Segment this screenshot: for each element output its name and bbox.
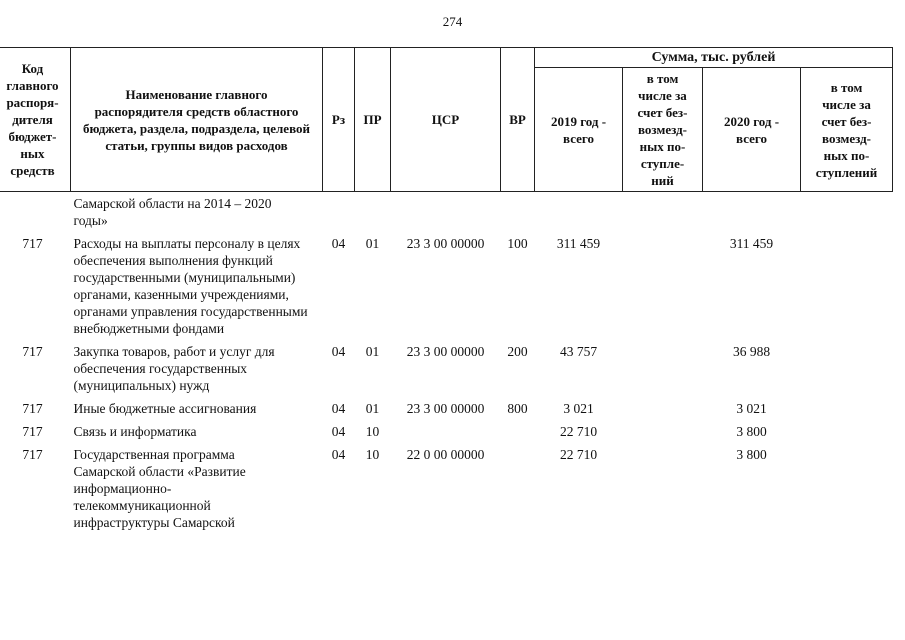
table-row	[0, 420, 893, 443]
header-name: Наименование главного распорядителя средств областного бюджета, раздела, подраздела, целевой статьи, группы видов расходов	[71, 48, 323, 192]
cell-2020-free	[801, 443, 893, 534]
header-vr: ВР	[501, 48, 535, 192]
budget-table	[0, 47, 893, 534]
cell-csr: 23 3 00 00000	[406, 236, 485, 251]
cell-2020-free	[801, 420, 893, 443]
cell-2019-free	[623, 232, 703, 340]
cell-2020-free	[801, 340, 893, 397]
header-2019-free: в том числе за счет без- возмезд- ных по- ступле- ний	[623, 68, 703, 192]
cell-rz: 04	[331, 236, 346, 251]
cell-2019-free	[623, 443, 703, 534]
header-2020-free: в том числе за счет без- возмезд- ных по- ступлений	[801, 68, 893, 192]
cell-2020-total: 3 800	[736, 447, 767, 462]
table-row	[0, 443, 893, 534]
cell-name: Закупка товаров, работ и услуг для обеспечения государственных (муниципальных) нужд	[73, 344, 275, 393]
cell-2019-total: 311 459	[556, 236, 601, 251]
cell-code: 717	[22, 344, 43, 359]
cell-2020-total	[703, 192, 801, 233]
cell-name: Иные бюджетные ассигнования	[73, 401, 257, 416]
cell-name: Расходы на выплаты персоналу в целях обеспечения выполнения функций государственными (муниципальными) органами, казенными учреждениями, органами управления государственными внебюджетными фондами	[73, 236, 308, 336]
header-row-top	[0, 48, 893, 68]
cell-vr: 800	[507, 401, 528, 416]
header-2019-total: 2019 год - всего	[535, 68, 623, 192]
cell-pr: 10	[365, 447, 380, 462]
cell-vr: 200	[507, 344, 528, 359]
cell-2019-total: 3 021	[563, 401, 594, 416]
table-row	[0, 340, 893, 397]
cell-2020-total: 3 800	[736, 424, 767, 439]
cell-2019-free	[623, 397, 703, 420]
cell-2020-total: 311 459	[729, 236, 774, 251]
cell-vr	[501, 192, 535, 233]
cell-2019-total: 43 757	[559, 344, 598, 359]
cell-2019-total	[535, 192, 623, 233]
header-pr: ПР	[355, 48, 391, 192]
header-rz: Рз	[323, 48, 355, 192]
cell-name: Связь и информатика	[73, 424, 197, 439]
cell-2019-free	[623, 192, 703, 233]
cell-name: Государственная программа Самарской области «Развитие информационно- телекоммуникационной инфраструктуры Самарской	[73, 447, 246, 530]
cell-2020-free	[801, 192, 893, 233]
cell-pr	[355, 192, 391, 233]
cell-csr: 23 3 00 00000	[406, 401, 485, 416]
header-sum: Сумма, тыс. рублей	[535, 48, 893, 68]
cell-2020-free	[801, 397, 893, 420]
header-csr: ЦСР	[391, 48, 501, 192]
cell-code: 717	[22, 424, 43, 439]
cell-pr: 10	[365, 424, 380, 439]
cell-2020-total: 36 988	[732, 344, 771, 359]
cell-csr: 23 3 00 00000	[406, 344, 485, 359]
cell-2019-free	[623, 420, 703, 443]
cell-vr: 100	[507, 236, 528, 251]
cell-name: Самарской области на 2014 – 2020 годы»	[73, 196, 272, 228]
cell-code	[0, 192, 71, 233]
cell-2020-free	[801, 232, 893, 340]
table-row	[0, 397, 893, 420]
cell-vr	[501, 420, 535, 443]
cell-rz: 04	[331, 424, 346, 439]
header-code: Код главного распоря- дителя бюджет- ных средств	[0, 48, 71, 192]
cell-csr	[391, 420, 501, 443]
cell-vr	[501, 443, 535, 534]
cell-code: 717	[22, 401, 43, 416]
header-2020-total: 2020 год - всего	[703, 68, 801, 192]
cell-csr	[391, 192, 501, 233]
cell-rz: 04	[331, 447, 346, 462]
cell-2019-free	[623, 340, 703, 397]
cell-rz: 04	[331, 401, 346, 416]
cell-2020-total: 3 021	[736, 401, 767, 416]
cell-pr: 01	[365, 236, 380, 251]
cell-pr: 01	[365, 344, 380, 359]
cell-2019-total: 22 710	[559, 447, 598, 462]
cell-2019-total: 22 710	[559, 424, 598, 439]
cell-rz	[323, 192, 355, 233]
page-number: 274	[442, 14, 463, 29]
table-row	[0, 192, 893, 233]
cell-code: 717	[22, 447, 43, 462]
table-row	[0, 232, 893, 340]
cell-code: 717	[22, 236, 43, 251]
cell-pr: 01	[365, 401, 380, 416]
cell-csr: 22 0 00 00000	[406, 447, 485, 462]
cell-rz: 04	[331, 344, 346, 359]
